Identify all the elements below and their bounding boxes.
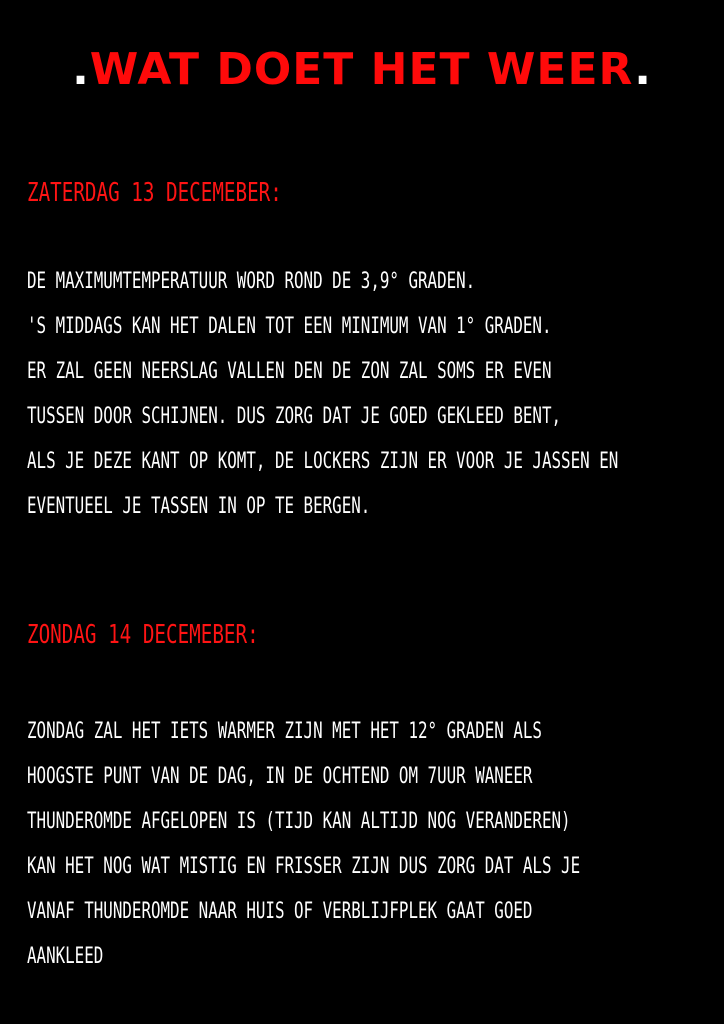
- body-line: KAN HET NOG WAT MISTIG EN FRISSER ZIJN DUS ZORG DAT ALS JE: [27, 854, 581, 879]
- body-line: 'S MIDDAGS KAN HET DALEN TOT EEN MINIMUM VAN 1° GRADEN.: [27, 314, 552, 339]
- section-body-saturday: [27, 259, 724, 529]
- section-body-sunday: [27, 709, 724, 979]
- body-line: ALS JE DEZE KANT OP KOMT, DE LOCKERS ZIJN ER VOOR JE JASSEN EN: [27, 449, 619, 474]
- section-heading-saturday: ZATERDAG 13 DECEMEBER:: [27, 178, 282, 208]
- title-dot-left: .: [72, 44, 90, 95]
- body-line: ER ZAL GEEN NEERSLAG VALLEN DEN DE ZON ZAL SOMS ER EVEN: [27, 359, 552, 384]
- title-dot-right: .: [634, 44, 652, 95]
- title-text: WAT DOET HET WEER: [89, 44, 635, 95]
- body-line: EVENTUEEL JE TASSEN IN OP TE BERGEN.: [27, 494, 371, 519]
- body-line: THUNDEROMDE AFGELOPEN IS (TIJD KAN ALTIJD NOG VERANDEREN): [27, 809, 571, 834]
- body-line: AANKLEED: [27, 944, 104, 969]
- section-heading-sunday: ZONDAG 14 DECEMEBER:: [27, 620, 259, 650]
- page-title: [0, 44, 724, 96]
- body-line: HOOGSTE PUNT VAN DE DAG, IN DE OCHTEND OM 7UUR WANEER: [27, 764, 533, 789]
- body-line: ZONDAG ZAL HET IETS WARMER ZIJN MET HET 12° GRADEN ALS: [27, 719, 542, 744]
- body-line: DE MAXIMUMTEMPERATUUR WORD ROND DE 3,9° GRADEN.: [27, 269, 476, 294]
- body-line: TUSSEN DOOR SCHIJNEN. DUS ZORG DAT JE GOED GEKLEED BENT,: [27, 404, 562, 429]
- body-line: VANAF THUNDEROMDE NAAR HUIS OF VERBLIJFPLEK GAAT GOED: [27, 899, 533, 924]
